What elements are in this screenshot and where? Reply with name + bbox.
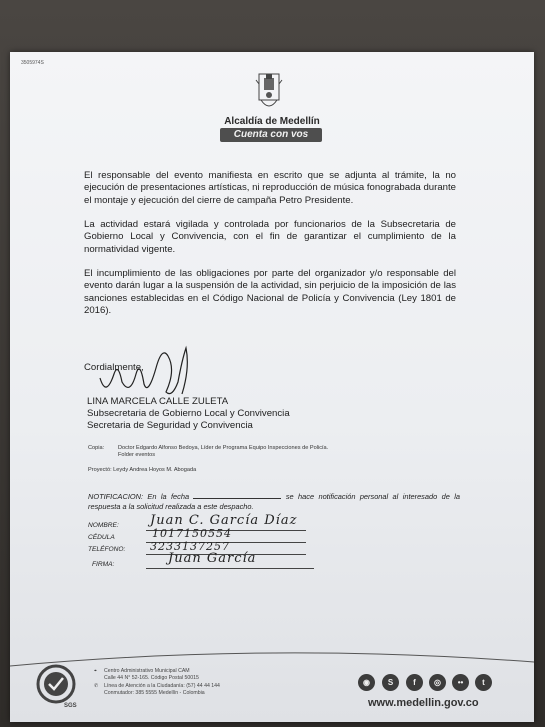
signer-name: LINA MARCELA CALLE ZULETA — [87, 396, 229, 407]
facebook-icon[interactable]: f — [406, 674, 423, 691]
handwritten-nombre: Juan C. García Díaz — [150, 513, 298, 528]
signer-role-1: Subsecretaria de Gobierno Local y Convivencia — [87, 408, 290, 419]
document-id: 3505974S — [21, 60, 44, 66]
notification-text-after: se hace notificación personal al interesado de la respuesta a la solicitud realizada a este despacho. — [88, 492, 460, 511]
website-link[interactable]: www.medellin.gov.co — [368, 697, 479, 709]
field-label-nombre: NOMBRE: — [88, 522, 119, 529]
date-blank-line — [193, 491, 281, 499]
notification-text — [88, 491, 460, 511]
flickr-icon[interactable]: •• — [452, 674, 469, 691]
handwritten-firma: Juan García — [168, 551, 257, 566]
phone-icon: ✆ — [94, 683, 99, 689]
footer-address-2: Calle 44 N° 52-165. Código Postal 50015 — [104, 675, 199, 681]
signature-scribble — [96, 338, 196, 400]
brand-title: Alcaldía de Medellín — [224, 116, 320, 127]
location-icon: ⌖ — [94, 668, 97, 674]
skype-icon[interactable]: S — [382, 674, 399, 691]
brand-slogan: Cuenta con vos — [220, 128, 322, 142]
copy-line-2: Folder eventos — [118, 452, 156, 458]
copy-label: Copia: — [88, 445, 105, 451]
footer-phone-1: Línea de Atención a la Ciudadanía: (57) 44 44 144 — [104, 683, 220, 689]
field-label-firma: FIRMA: — [92, 561, 115, 568]
twitter-icon[interactable]: t — [475, 674, 492, 691]
footer-address-1: Centro Administrativo Municipal CAM — [104, 668, 190, 674]
footer-phone-2: Conmutador: 385 5555 Medellín - Colombia — [104, 690, 205, 696]
copy-line-1: Doctor Edgardo Alfonso Bedoya, Líder de Programa Equipo Inspecciones de Policía. — [118, 445, 329, 451]
document-page — [10, 52, 534, 722]
field-label-telefono: TELÉFONO: — [88, 546, 126, 553]
certification-label: SGS — [64, 703, 77, 709]
signer-role-2: Secretaria de Seguridad y Convivencia — [87, 420, 253, 431]
paragraph-2: La actividad estará vigilada y controlada por funcionarios de la Subsecretaria de Gobierno Local y Convivencia, con el fin de garantizar el cumplimiento de la normatividad vigente. — [84, 219, 456, 255]
paragraph-1: El responsable del evento manifiesta en escrito que se adjunta al trámite, la no ejecución de presentaciones artísticas, ni reproducción de música fonograbada durante el montaje y ejecución del cierre de campaña Petro Presidente. — [84, 170, 456, 206]
field-label-cedula: CÉDULA — [88, 534, 115, 541]
handwritten-cedula: 1017150554 — [152, 527, 232, 540]
city-crest-icon — [255, 70, 283, 114]
sgs-certification-icon — [30, 662, 86, 708]
closing-text: Cordialmente, — [84, 362, 144, 373]
handwritten-telefono: 3233137257 — [150, 540, 230, 553]
paragraph-3: El incumplimiento de las obligaciones por parte del organizador y/o responsable del evento darán lugar a la suspensión de la actividad, sin perjuicio de la imposición de las sanciones establecidas en el Código Nacional de Policía y Convivencia (Ley 1801 de 2016). — [84, 268, 456, 317]
rss-icon[interactable]: ◉ — [358, 674, 375, 691]
notification-text-before: NOTIFICACION: En la fecha — [88, 492, 190, 501]
field-rule-firma — [146, 568, 314, 569]
instagram-icon[interactable]: ◎ — [429, 674, 446, 691]
project-credit: Proyectó: Leydy Andrea Hoyos M. Abogada — [88, 467, 197, 473]
